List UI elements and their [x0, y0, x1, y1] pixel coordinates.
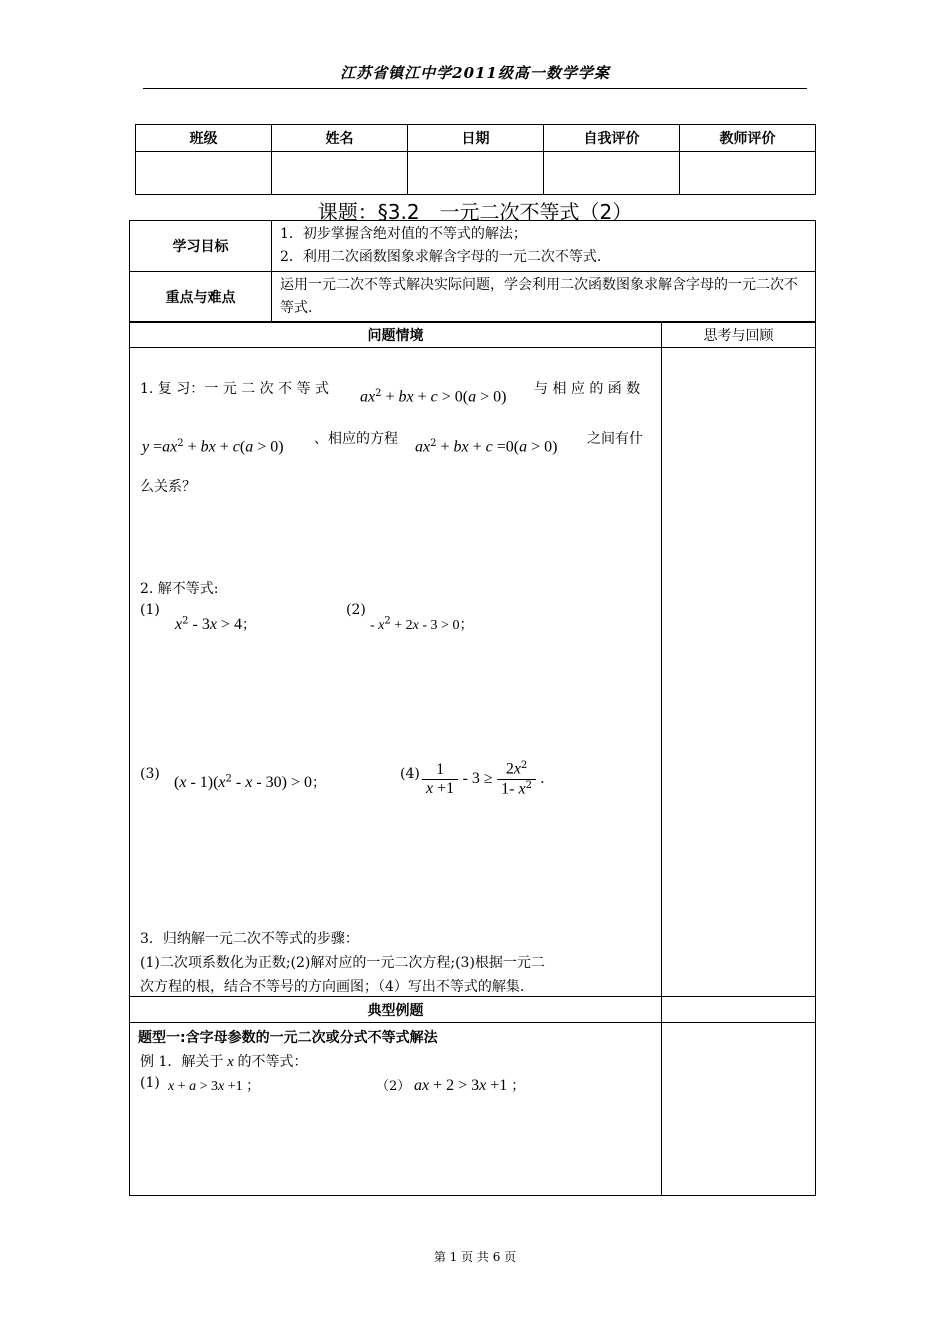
goal-line: 1．初步掌握含绝对值的不等式的解法； — [280, 226, 527, 242]
q2-item-number: (4) — [400, 766, 420, 782]
q1-equation-label: 、相应的方程 — [314, 431, 398, 447]
header-class: 班级 — [136, 125, 272, 152]
goal-label: 学习目标 — [130, 221, 272, 272]
example-inequality-1: x + a > 3x +1 ； — [168, 1078, 261, 1094]
header-date: 日期 — [408, 125, 544, 152]
example-1-intro: 例 1．解关于 x 的不等式： — [140, 1054, 308, 1070]
page-footer: 第 1 页 共 6 页 — [433, 1250, 517, 1264]
example-reflection-column[interactable] — [662, 1023, 816, 1196]
example-side-header — [662, 997, 816, 1023]
q2-inequality-1: $x^2 - 3x > 4$； — [175, 615, 256, 633]
q1-function: $y =ax^2$ + bx + c(a > 0) — [142, 438, 284, 456]
q2-inequality-2: - $x^2 + 2x - 3 > 0$； — [370, 615, 474, 633]
example-inequality-2: ax + 2 > 3x +1 ； — [414, 1077, 526, 1094]
q1-relation: 与 相 应 的 函 数 — [534, 381, 641, 397]
focus-content: 运用一元二次不等式解决实际问题，学会利用二次函数图象求解含字母的一元二次不等式. — [272, 272, 816, 323]
problem-section-body — [130, 348, 662, 997]
lesson-title: 课题：§3.2 一元二次不等式（2） — [317, 200, 633, 224]
objectives-table — [129, 220, 816, 323]
q3-line: (1)二次项系数化为正数;(2)解对应的一元二次方程;(3)根据一元二 — [140, 955, 545, 971]
student-info-table — [135, 124, 816, 195]
blank-date-cell[interactable] — [408, 152, 544, 195]
blank-class-cell[interactable] — [136, 152, 272, 195]
header-teacher-eval: 教师评价 — [680, 125, 816, 152]
q3-line: 次方程的根，结合不等号的方向画图；（4）写出不等式的解集. — [140, 979, 525, 995]
reflection-header: 思考与回顾 — [662, 322, 816, 348]
q1-question-tail: 之间有什 — [587, 431, 643, 447]
document-header-title: 江苏省镇江中学2011级高一数学学案 — [340, 64, 610, 82]
example-item-number: (1) — [140, 1075, 160, 1091]
q2-inequality-4: $\frac{1}{x +1}$ - 3 ≥ $\frac{2x^2}{1- x^2}$ . — [422, 760, 544, 798]
example-1-prefix: 例 1．解关于 — [140, 1054, 224, 1070]
q2-item-number: (3) — [140, 766, 160, 782]
header-self-eval: 自我评价 — [544, 125, 680, 152]
main-table — [129, 321, 816, 1196]
q2-inequality-3: $(x - 1)(x^2 - x - 30) > 0$； — [174, 773, 327, 791]
example-item-number: （2） — [376, 1079, 411, 1094]
header-name: 姓名 — [272, 125, 408, 152]
blank-teacher-eval-cell[interactable] — [680, 152, 816, 195]
example-1-suffix: 的不等式： — [237, 1054, 308, 1070]
reflection-column[interactable] — [662, 348, 816, 997]
q3-title: 3．归纳解一元二次不等式的步骤： — [140, 931, 359, 947]
q2-item-number: (2) — [346, 602, 366, 618]
problem-section-header: 问题情境 — [130, 322, 662, 348]
goal-line: 2．利用二次函数图象求解含字母的一元二次不等式. — [280, 249, 602, 265]
focus-label: 重点与难点 — [130, 272, 272, 323]
example-section-body — [130, 1023, 662, 1196]
q1-equation: $ax^2$ + bx + c =0(a > 0) — [415, 438, 558, 456]
goal-content — [272, 221, 816, 272]
q2-title: 2. 解不等式: — [140, 581, 219, 597]
example-section-header: 典型例题 — [130, 997, 662, 1023]
blank-self-eval-cell[interactable] — [544, 152, 680, 195]
header-rule — [143, 88, 807, 89]
blank-name-cell[interactable] — [272, 152, 408, 195]
q1-question-end: 么关系？ — [140, 479, 196, 495]
q1-intro: 1. 复 习：一 元 二 次 不 等 式 — [140, 381, 329, 397]
q1-inequality: $ax^2$ + bx + c > 0(a > 0) — [360, 388, 507, 406]
q2-item-number: (1) — [140, 602, 160, 618]
type-one-heading: 题型一:含字母参数的一元二次或分式不等式解法 — [138, 1030, 438, 1046]
